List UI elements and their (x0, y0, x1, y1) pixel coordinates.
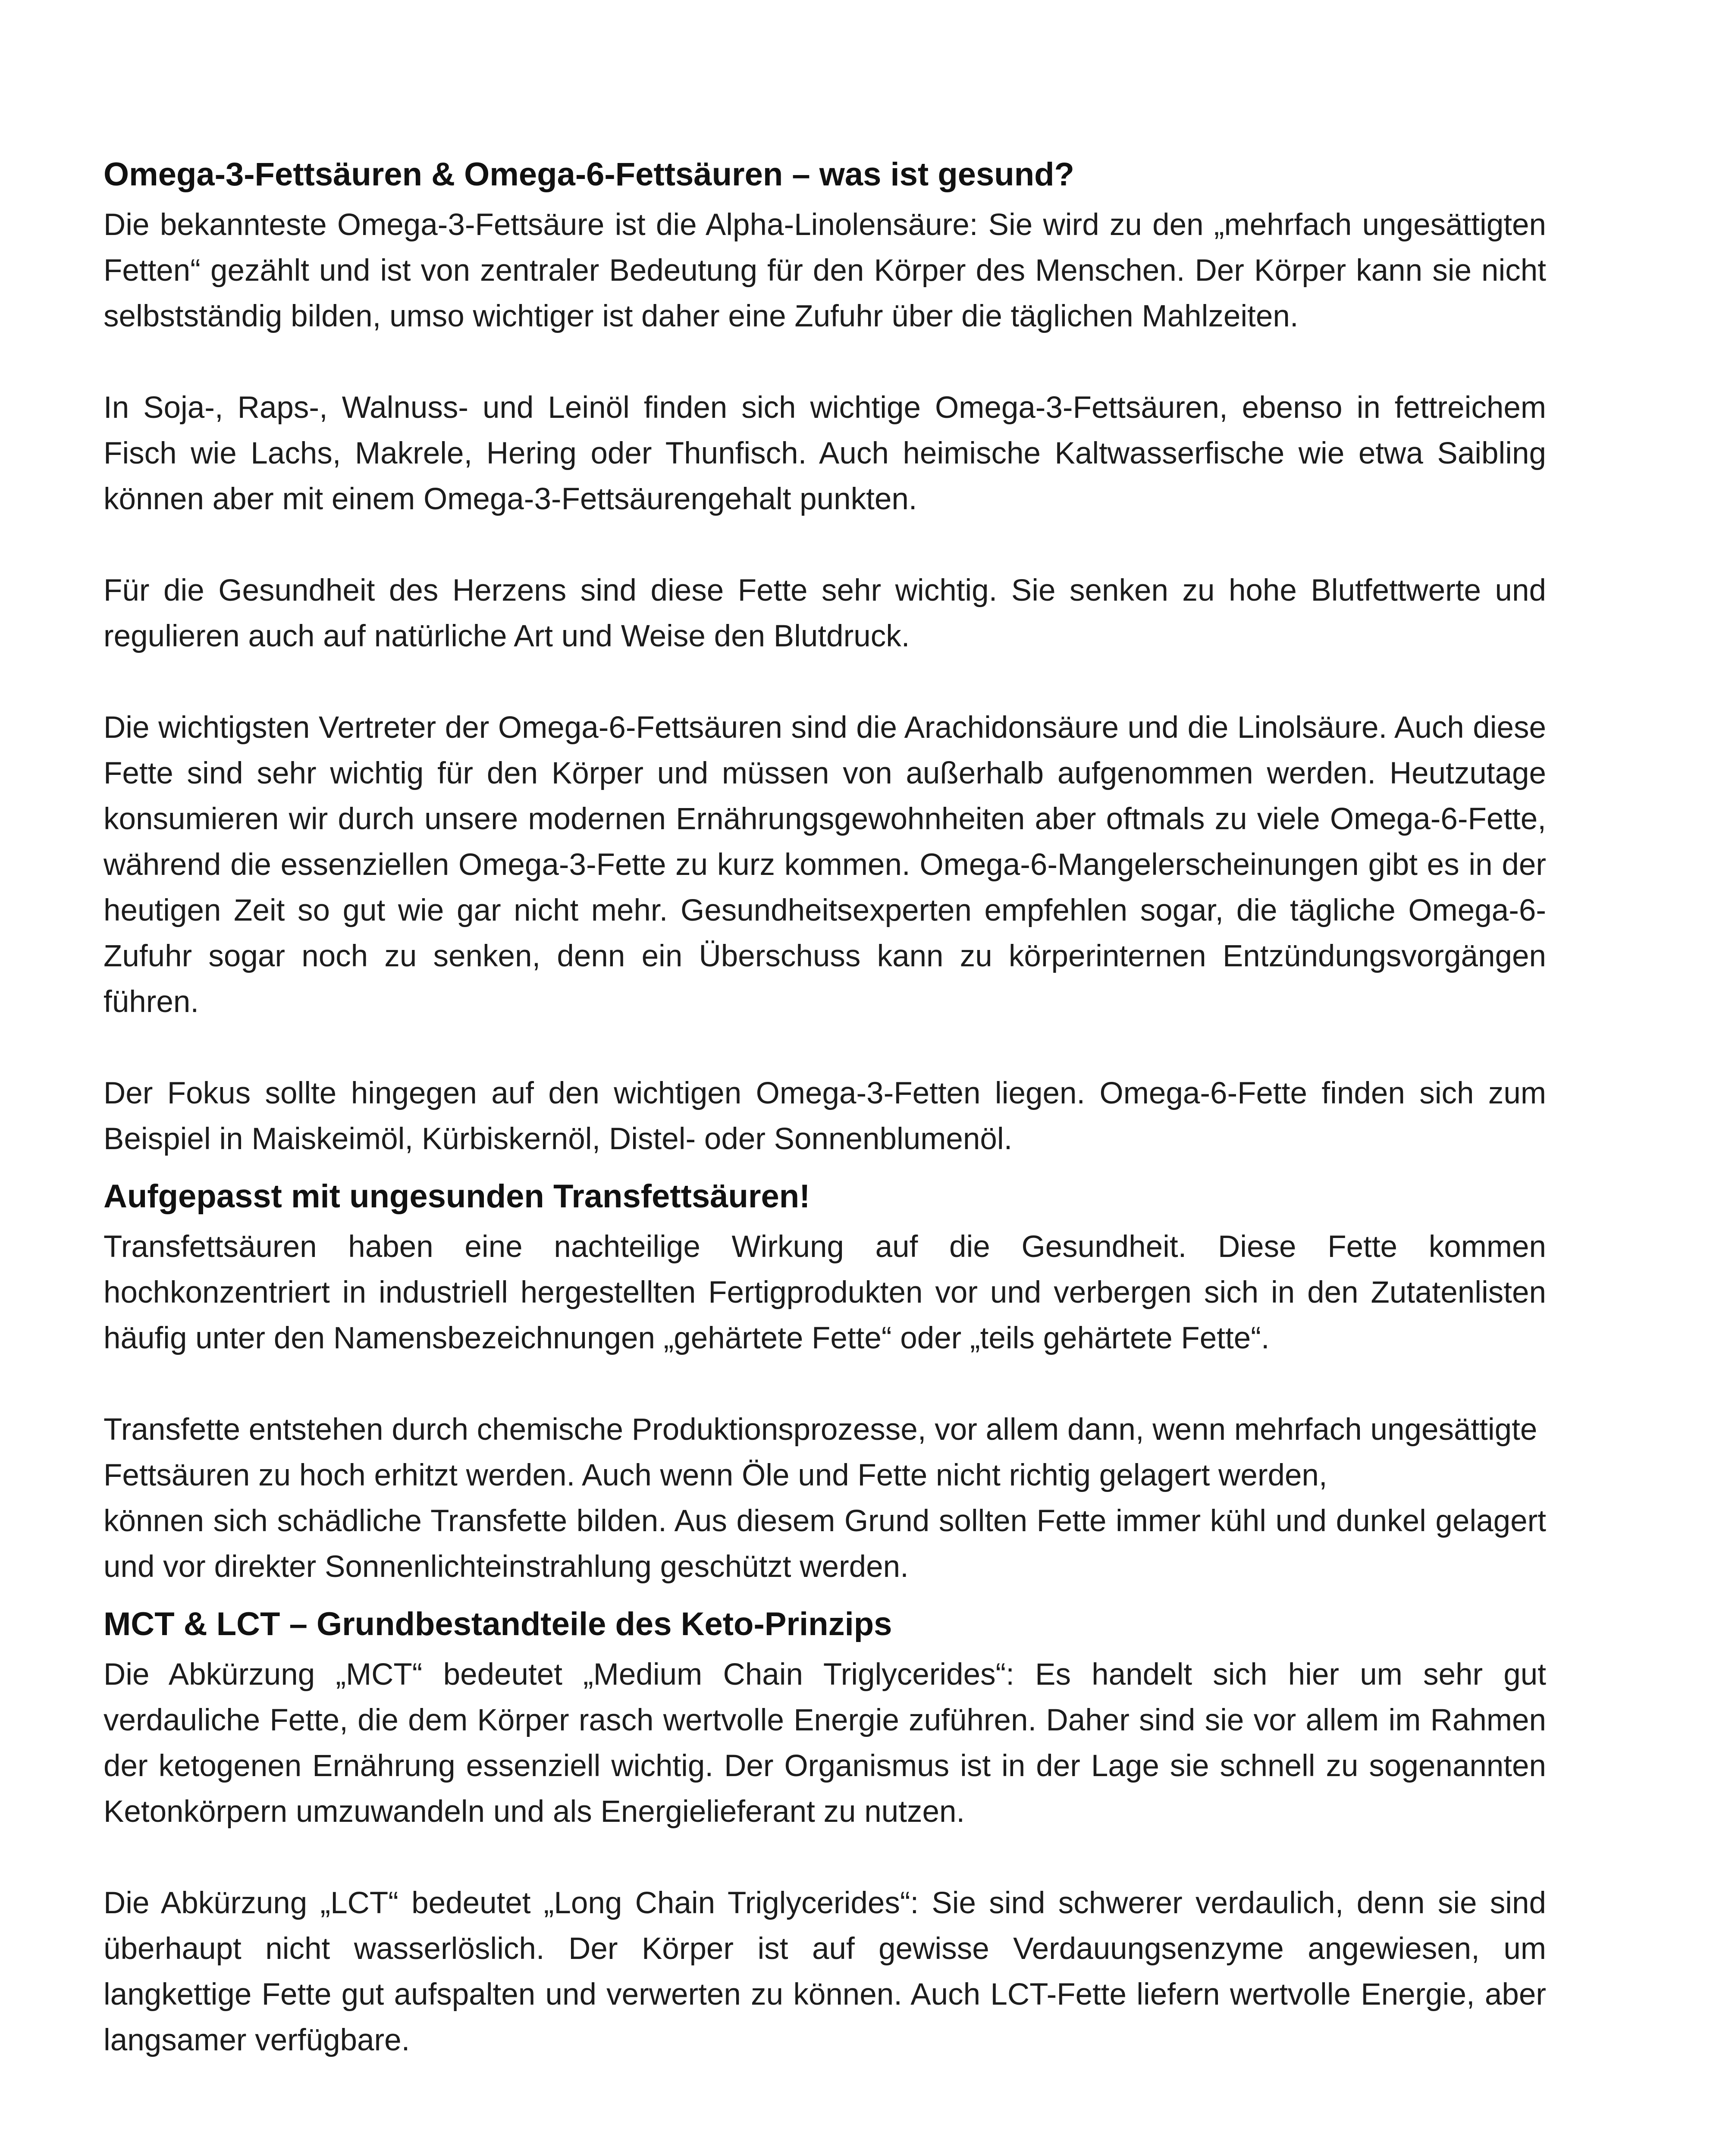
paragraph: Die wichtigsten Vertreter der Omega-6-Fettsäuren sind die Arachidonsäure und die Linolsäure. Auch diese Fette sind sehr wichtig für den Körper und müssen von außerhalb aufgenommen werden. Heutzutage konsumieren wir durch unsere modernen Ernährungsgewohnheiten aber oftmals zu viele Omega-6-Fette, während die essenziellen Omega-3-Fette zu kurz kommen. Omega-6-Mangelerscheinungen gibt es in der heutigen Zeit so gut wie gar nicht mehr. Gesundheitsexperten empfehlen sogar, die tägliche Omega-6-Zufuhr sogar noch zu senken, denn ein Überschuss kann zu körperinternen Entzündungsvorgängen führen. (104, 711, 1546, 1019)
page-content (104, 153, 1546, 2063)
section-transfette (104, 1175, 1546, 1590)
section-heading: MCT & LCT – Grundbestandteile des Keto-Prinzips (104, 1606, 892, 1642)
paragraph: Die Abkürzung „MCT“ bedeutet „Medium Chain Triglycerides“: Es handelt sich hier um sehr gut verdauliche Fette, die dem Körper rasch wertvolle Energie zuführen. Daher sind sie vor allem im Rahmen der ketogenen Ernährung essenziell wichtig. Der Organismus ist in der Lage sie schnell zu sogenannten Ketonkörpern umzuwandeln und als Energielieferant zu nutzen. (104, 1658, 1546, 1829)
section-mct-lct (104, 1603, 1546, 2063)
section-heading: Aufgepasst mit ungesunden Transfettsäuren! (104, 1178, 810, 1215)
paragraph: Der Fokus sollte hingegen auf den wichtigen Omega-3-Fetten liegen. Omega-6-Fette finden sich zum Beispiel in Maiskeimöl, Kürbiskernöl, Distel- oder Sonnenblumenöl. (104, 1076, 1546, 1156)
paragraph: können sich schädliche Transfette bilden. Aus diesem Grund sollten Fette immer kühl und dunkel gelagert und vor direkter Sonnenlichteinstrahlung geschützt werden. (104, 1504, 1546, 1584)
paragraph: Transfette entstehen durch chemische Produktionsprozesse, vor allem dann, wenn mehrfach ungesättigte Fettsäuren zu hoch erhitzt werden. Auch wenn Öle und Fette nicht richtig gelagert werden, (104, 1413, 1537, 1492)
section-heading: Omega-3-Fettsäuren & Omega-6-Fettsäuren – was ist gesund? (104, 156, 1074, 193)
section-omega (104, 153, 1546, 1162)
paragraph: In Soja-, Raps-, Walnuss- und Leinöl finden sich wichtige Omega-3-Fettsäuren, ebenso in fettreichem Fisch wie Lachs, Makrele, Hering oder Thunfisch. Auch heimische Kaltwasserfische wie etwa Saibling können aber mit einem Omega-3-Fettsäurengehalt punkten. (104, 391, 1546, 516)
paragraph: Die Abkürzung „LCT“ bedeutet „Long Chain Triglycerides“: Sie sind schwerer verdaulich, denn sie sind überhaupt nicht wasserlöslich. Der Körper ist auf gewisse Verdauungsenzyme angewiesen, um langkettige Fette gut aufspalten und verwerten zu können. Auch LCT-Fette liefern wertvolle Energie, aber langsamer verfügbare. (104, 1886, 1546, 2057)
paragraph: Die bekannteste Omega-3-Fettsäure ist die Alpha-Linolensäure: Sie wird zu den „mehrfach ungesättigten Fetten“ gezählt und ist von zentraler Bedeutung für den Körper des Menschen. Der Körper kann sie nicht selbstständig bilden, umso wichtiger ist daher eine Zufuhr über die täglichen Mahlzeiten. (104, 208, 1546, 333)
paragraph: Transfettsäuren haben eine nachteilige Wirkung auf die Gesundheit. Diese Fette kommen hochkonzentriert in industriell hergestellten Fertigprodukten vor und verbergen sich in den Zutatenlisten häufig unter den Namensbezeichnungen „gehärtete Fette“ oder „teils gehärtete Fette“. (104, 1230, 1546, 1355)
paragraph: Für die Gesundheit des Herzens sind diese Fette sehr wichtig. Sie senken zu hohe Blutfettwerte und regulieren auch auf natürliche Art und Weise den Blutdruck. (104, 573, 1546, 653)
